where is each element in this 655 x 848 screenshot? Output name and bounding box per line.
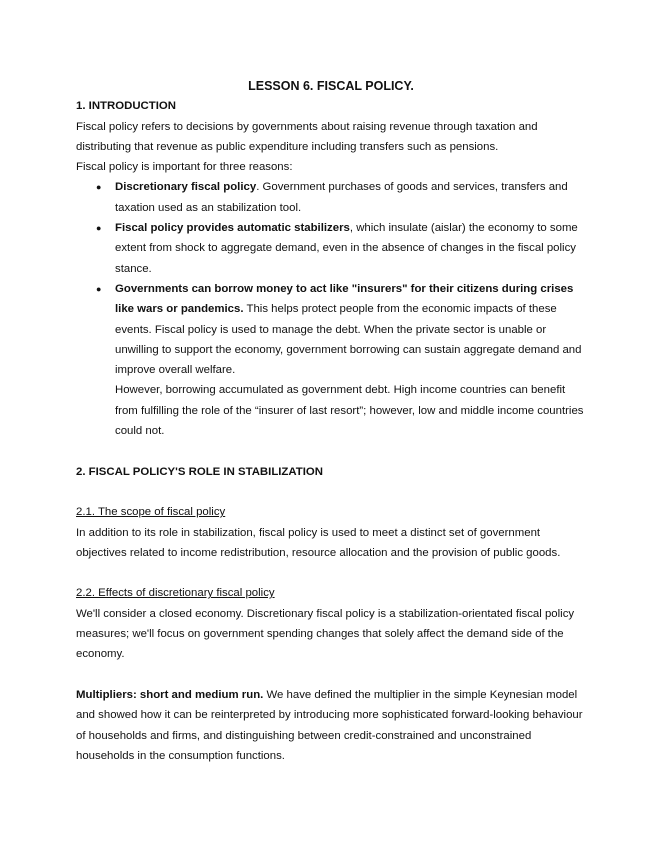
spacer — [76, 563, 586, 583]
bullet-text: , which insulate (aislar) the economy to some extent from shock to aggregate demand, even in the absence of changes in the fiscal policy stance. — [115, 222, 578, 275]
section-1-heading: 1. INTRODUCTION — [76, 100, 176, 113]
bullet-extra-text: However, borrowing accumulated as government debt. High income countries can benefit from fulfilling the role of the “insurer of last resort”; however, low and middle income countries could not. — [115, 384, 584, 438]
bullet-bold: Discretionary fiscal policy — [115, 181, 257, 194]
subsection-2-1-text: In addition to its role in stabilization, fiscal policy is used to meet a distinct set of government objectives related to income redistribution, resource allocation and the provision of public goods. — [76, 526, 561, 559]
spacer — [76, 441, 586, 461]
list-item — [76, 177, 586, 218]
bullet-icon: ● — [96, 283, 102, 294]
bullet-bold: Governments can borrow money to act like "insurers" for their citizens during crises like wars or pandemics. — [115, 282, 574, 316]
bullet-bold: Fiscal policy provides automatic stabilizers — [115, 222, 350, 235]
section-2-heading: 2. FISCAL POLICY'S ROLE IN STABILIZATION — [76, 465, 323, 478]
spacer — [76, 482, 586, 502]
bullet-text: . Government purchases of goods and services, transfers and taxation used as an stabilization tool. — [115, 181, 568, 214]
spacer — [76, 665, 586, 685]
list-item — [76, 279, 586, 441]
document-title: LESSON 6. FISCAL POLICY. — [248, 79, 414, 93]
reasons-intro: Fiscal policy is important for three reasons: — [76, 161, 293, 174]
multipliers-bold: Multipliers: short and medium run. — [76, 688, 264, 701]
bullet-icon: ● — [96, 182, 102, 193]
reasons-list — [76, 177, 586, 441]
subsection-2-2-text: We'll consider a closed economy. Discretionary fiscal policy is a stabilization-orientated fiscal policy measures; we'll focus on government spending changes that solely affect the demand side of the economy. — [76, 607, 575, 661]
multipliers-text: We have defined the multiplier in the simple Keynesian model and showed how it can be reinterpreted by introducing more sophisticated forward-looking behaviour of households and firms, and distinguishing between credit-constrained and unconstrained households in the consumption functions. — [76, 688, 583, 762]
bullet-icon: ● — [96, 223, 102, 234]
multipliers-paragraph — [76, 685, 586, 766]
subsection-2-2-heading: 2.2. Effects of discretionary fiscal policy — [76, 587, 275, 600]
bullet-text: This helps protect people from the economic impacts of these events. Fiscal policy is used to manage the debt. When the private sector is unable or unwilling to support the economy, government borrowing can sustain aggregate demand and improve overall welfare. — [115, 303, 582, 377]
subsection-2-1-heading: 2.1. The scope of fiscal policy — [76, 506, 226, 519]
document-page — [76, 76, 586, 766]
section-1-intro: Fiscal policy refers to decisions by governments about raising revenue through taxation and distributing that revenue as public expenditure including transfers such as pensions. — [76, 120, 538, 153]
list-item — [76, 218, 586, 279]
